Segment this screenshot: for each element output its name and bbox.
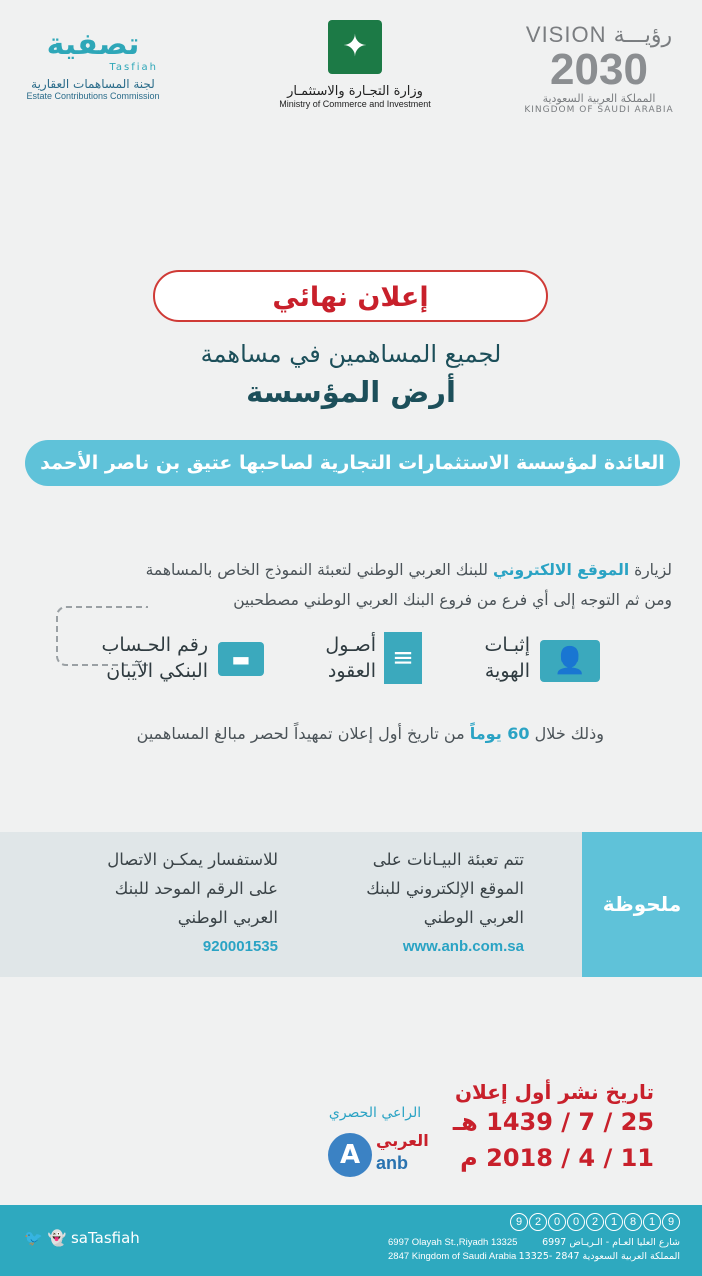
vision-2030-logo (514, 22, 684, 115)
header (0, 0, 702, 160)
phone-digit: 1 (643, 1213, 661, 1231)
anb-logo-en: anb (376, 1153, 409, 1173)
ministry-name-en: Ministry of Commerce and Investment (279, 99, 431, 109)
item-id-line2: الهوية (484, 660, 530, 682)
note-col1-line3: العربي الوطني (423, 908, 524, 927)
anb-logo (320, 1127, 430, 1187)
gregorian-year: 2018 (486, 1144, 553, 1172)
within-post: من تاريخ أول إعلان تمهيداً لحصر مبالغ المساهمين (136, 724, 465, 743)
deadline-text (137, 724, 604, 743)
publish-label: تاريخ نشر أول إعلان (454, 1080, 654, 1104)
gregorian-month: 4 (578, 1144, 596, 1172)
item-contracts-line1: أصـول (325, 634, 376, 656)
hijri-suffix: هـ (452, 1108, 478, 1136)
note-col1-line2: الموقع الإلكتروني للبنك (366, 879, 524, 898)
tasfiah-logo (18, 28, 168, 101)
social-handle[interactable] (24, 1228, 140, 1247)
vision-country-ar: المملكة العربية السعودية (542, 92, 656, 105)
handle-text: saTasfiah (70, 1228, 140, 1247)
twitter-icon: 🐦 (24, 1228, 43, 1247)
address-en (388, 1236, 517, 1264)
tasfiah-logo-ar: تصفية (46, 27, 140, 62)
required-item-iban (78, 632, 208, 692)
phone-digit: 9 (662, 1213, 680, 1231)
address-en-line1: 6997 Olayah St.,Riyadh 13325 (388, 1237, 518, 1248)
item-id-line1: إثبـات (484, 634, 530, 656)
item-iban-line1: رقم الحـساب (101, 634, 208, 656)
hijri-date: 25 / 7 / 1439 هـ (452, 1108, 654, 1136)
gregorian-suffix: م (460, 1144, 478, 1172)
tasfiah-logo-en: Tasfiah (109, 62, 158, 73)
note-col2-line1: للاستفسار يمكـن الاتصال (107, 850, 278, 869)
owner-pill: العائدة لمؤسسة الاستثمارات التجارية لصاحبها عتيق بن ناصر الأحمد (25, 440, 680, 486)
vision-label-en: VISION (525, 22, 607, 47)
hijri-day: 25 (620, 1108, 654, 1136)
address-ar (519, 1236, 680, 1264)
snapchat-icon: 👻 (47, 1228, 67, 1247)
website-highlight: الموقع الالكتروني (492, 561, 630, 579)
announcement-line1: لجميع المساهمين في مساهمة (200, 340, 502, 368)
address-en-line2: 2847 Kingdom of Saudi Arabia (388, 1251, 517, 1262)
note-website-column (304, 845, 524, 961)
phone-digit: 9 (510, 1213, 528, 1231)
phone-digit: 0 (567, 1213, 585, 1231)
required-item-id (460, 632, 530, 692)
phone-number (509, 1210, 680, 1231)
phone-digit: 1 (605, 1213, 623, 1231)
p1-post: للبنك العربي الوطني لتعبئة النموذج الخاص بالمساهمة (145, 561, 489, 579)
note-col2-line2: على الرقم الموحد للبنك (114, 879, 278, 898)
id-card-icon: 👤 (540, 640, 600, 682)
gregorian-day: 11 (620, 1144, 654, 1172)
sponsor (320, 1105, 430, 1187)
final-announcement-badge: إعلان نهائي (153, 270, 548, 322)
vision-year: 2030 (550, 45, 648, 94)
note-phone-column (68, 845, 278, 961)
palm-swords-emblem-icon: ✦ (328, 20, 382, 74)
website-link[interactable]: www.anb.com.sa (402, 938, 524, 955)
tasfiah-name-ar: لجنة المساهمات العقارية (31, 77, 155, 91)
item-contracts-line2: العقود (327, 660, 376, 682)
announcement-line2: أرض المؤسسة (246, 375, 456, 409)
within-pre: وذلك خلال (534, 724, 604, 743)
required-item-contracts (310, 632, 376, 692)
days-highlight: 60 يوماً (469, 724, 530, 743)
phone-digit: 0 (548, 1213, 566, 1231)
gregorian-date: 11 / 4 / 2018 م (460, 1144, 654, 1172)
sponsor-label: الراعي الحصري (328, 1105, 422, 1121)
anb-logo-ar: العربي (376, 1131, 429, 1150)
phone-digit: 8 (624, 1213, 642, 1231)
instruction-paragraph-2: ومن ثم التوجه إلى أي فرع من فروع البنك العربي الوطني مصطحبين (233, 591, 672, 609)
phone-link[interactable]: 920001535 (202, 938, 278, 955)
document-icon: ≡ (384, 632, 422, 684)
item-iban-line2: البنكي الآيبان (106, 660, 208, 682)
p1-pre: لزيارة (634, 561, 672, 579)
phone-digit: 2 (529, 1213, 547, 1231)
note-tab: ملحوظة (582, 832, 702, 977)
vision-country-en: KINGDOM OF SAUDI ARABIA (524, 105, 674, 115)
hijri-year: 1439 (486, 1108, 553, 1136)
publish-date (453, 1080, 654, 1176)
address-ar-line1: 6997 شارع العليا العـام - الـريـاض (542, 1237, 680, 1248)
bank-card-icon: ▬ (218, 642, 264, 676)
note-col1-line1: تتم تعبئة البيـانات على (372, 850, 524, 869)
instruction-paragraph-1 (22, 555, 672, 585)
ministry-name-ar: وزارة التجـارة والاستثمـار (287, 84, 423, 99)
hijri-month: 7 (578, 1108, 596, 1136)
anb-a-icon: A (328, 1133, 372, 1177)
note-col2-line3: العربي الوطني (177, 908, 278, 927)
tasfiah-name-en: Estate Contributions Commission (26, 91, 160, 101)
address-ar-line2: 13325- 2847 المملكة العربية السعودية (518, 1251, 680, 1262)
phone-digit: 2 (586, 1213, 604, 1231)
ministry-logo (270, 20, 440, 109)
vision-label-ar: رؤيـــة (613, 22, 673, 47)
